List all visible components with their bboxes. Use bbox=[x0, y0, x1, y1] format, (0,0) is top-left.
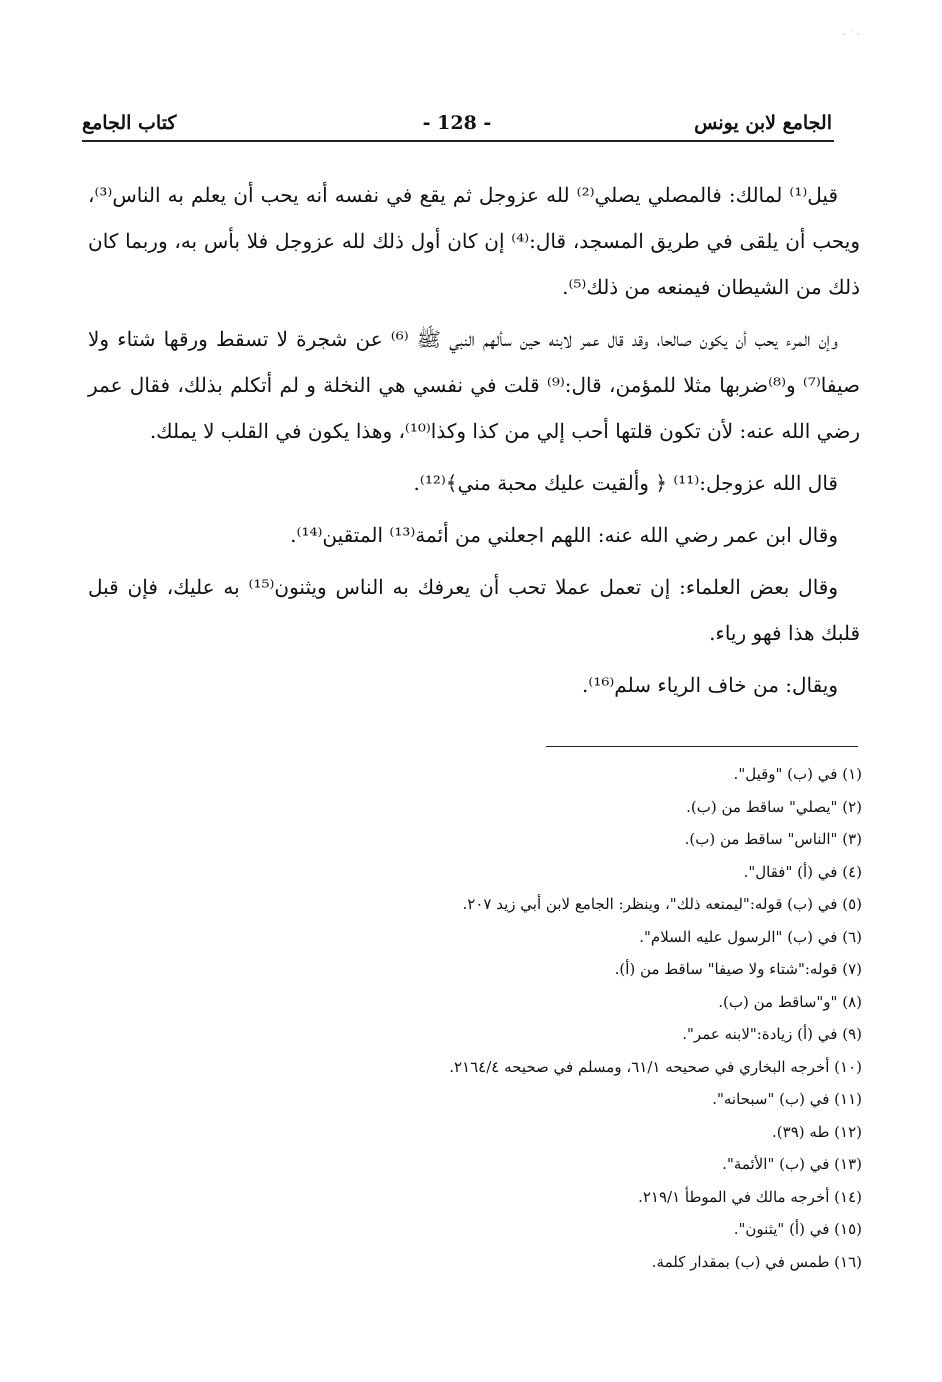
footnote: (٨) "و"ساقط من (ب). bbox=[718, 992, 862, 1011]
running-header bbox=[82, 108, 832, 140]
footnote: (١٠) أخرجه البخاري في صحيحه ٦١/١، ومسلم في صحيحه ٢١٦٤/٤. bbox=[449, 1057, 862, 1076]
footnote: (١٤) أخرجه مالك في الموطأ ٢١٩/١. bbox=[638, 1187, 862, 1206]
footnote: (١٣) في (ب) "الأئمة". bbox=[722, 1155, 862, 1173]
main-text bbox=[88, 172, 860, 708]
footnote: (٤) في (أ) "فقال". bbox=[743, 862, 862, 881]
footnote: (٧) قوله:"شتاء ولا صيفا" ساقط من (أ). bbox=[614, 960, 862, 978]
footnotes bbox=[88, 758, 862, 1278]
paragraph: قال الله عزوجل:⁽¹¹⁾ ﴿ وألقيت عليك محبة مني﴾⁽¹²⁾. bbox=[413, 471, 838, 495]
footnote: (١) في (ب) "وقيل". bbox=[733, 765, 862, 783]
footnote-divider bbox=[546, 746, 858, 747]
paragraph: ويقال: من خاف الرياء سلم⁽¹⁶⁾. bbox=[582, 673, 838, 697]
header-book-title: الجامع لابن يونس bbox=[694, 112, 832, 134]
footnote: (١٦) طمس في (ب) بمقدار كلمة. bbox=[651, 1252, 862, 1271]
footnote: (٣) "الناس" ساقط من (ب). bbox=[684, 830, 862, 848]
footnote: (٥) في (ب) قوله:"ليمنعه ذلك"، وينظر: الجامع لابن أبي زيد ٢٠٧. bbox=[462, 895, 862, 913]
footnote: (٦) في (ب) "الرسول عليه السلام". bbox=[639, 927, 862, 946]
paragraph: وإن المرء يحب أن يكون صالحا، وقد قال عمر لابنه حين سألهم النبي ﷺ ⁽⁶⁾ عن شجرة لا تسقط ورقها شتاء ولا صيفا⁽⁷⁾ و⁽⁸⁾ضربها مثلا للمؤمن، قال:⁽⁹⁾ قلت في نفسي هي النخلة و لم أتكلم بذلك، فقال عمر رضي الله عنه: لأن تكون قلتها أحب إلي من كذا وكذا⁽¹⁰⁾، وهذا يكون في القلب لا يملك. bbox=[88, 327, 861, 443]
footnote: (١٥) في (أ) "يثنون". bbox=[733, 1220, 862, 1238]
footnote: (١٢) طه (٣٩). bbox=[772, 1122, 862, 1141]
footnote: (٩) في (أ) زيادة:"لابنه عمر". bbox=[682, 1025, 862, 1043]
scan-speck: · ˙ · bbox=[842, 30, 860, 41]
footnote: (١١) في (ب) "سبحانه". bbox=[712, 1090, 862, 1108]
footnote: (٢) "يصلي" ساقط من (ب). bbox=[686, 797, 862, 816]
paragraph: وقال بعض العلماء: إن تعمل عملا تحب أن يعرفك به الناس ويثنون⁽¹⁵⁾ به عليك، فإن قبل قلبك هذا فهو رياء. bbox=[88, 575, 860, 645]
page-number: - 128 - bbox=[422, 112, 492, 134]
header-chapter-title: كتاب الجامع bbox=[82, 112, 177, 134]
paragraph: قيل⁽¹⁾ لمالك: فالمصلي يصلي⁽²⁾ لله عزوجل ثم يقع في نفسه أنه يحب أن يعلم به الناس⁽³⁾، ويحب أن يلقى في طريق المسجد، قال:⁽⁴⁾ إن كان أول ذلك لله عزوجل فلا بأس به، وربما كان ذلك من الشيطان فيمنعه من ذلك⁽⁵⁾. bbox=[88, 183, 860, 299]
header-divider bbox=[82, 140, 834, 142]
paragraph: وقال ابن عمر رضي الله عنه: اللهم اجعلني من أئمة⁽¹³⁾ المتقين⁽¹⁴⁾. bbox=[290, 523, 838, 547]
